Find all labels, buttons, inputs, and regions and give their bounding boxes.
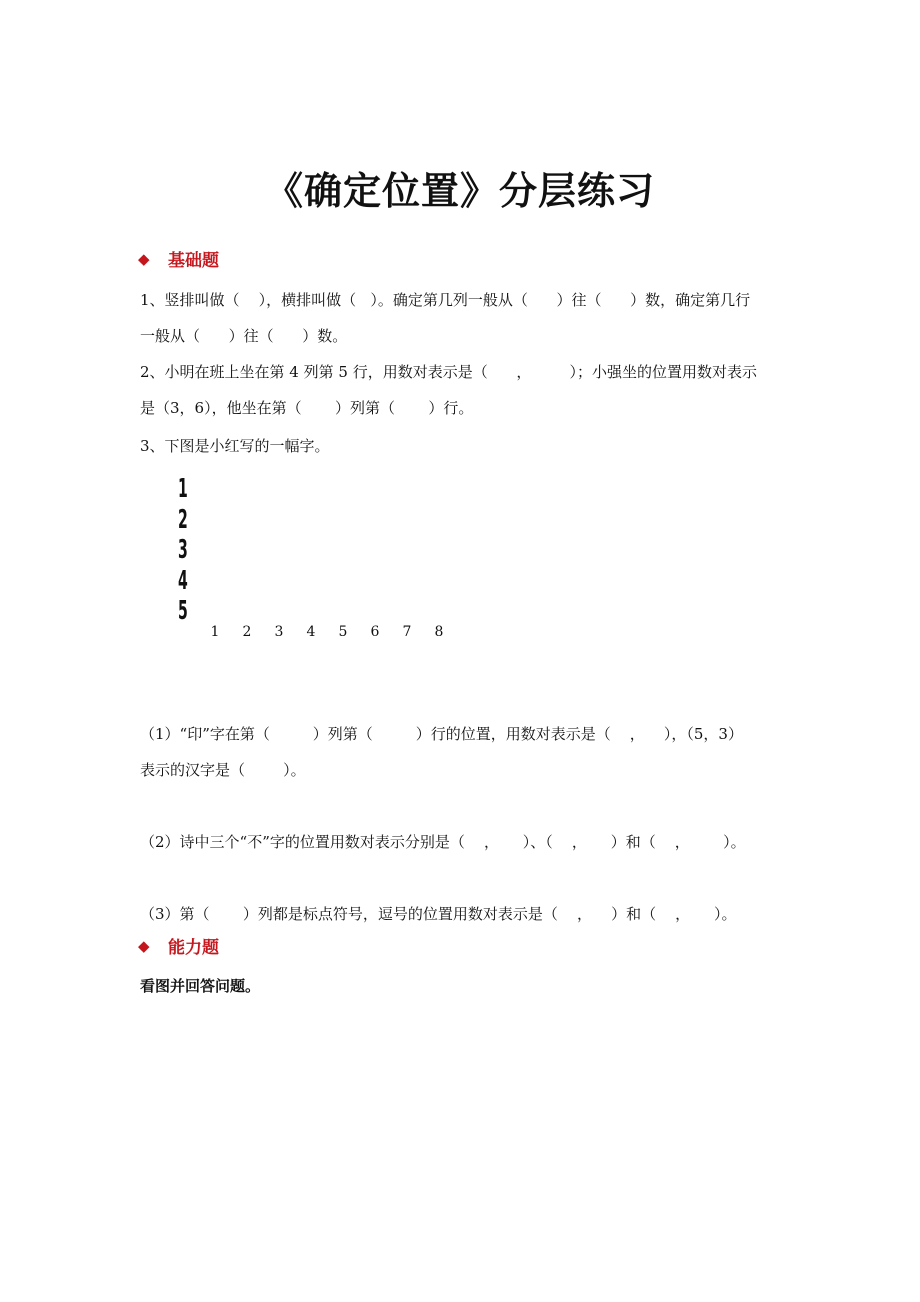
page-title: 《确定位置》分层练习 bbox=[264, 169, 655, 213]
question-3-intro: 3、下图是小红写的一幅字。 bbox=[140, 437, 330, 455]
section-ability-label: 能力题 bbox=[168, 938, 219, 958]
column-number: 3 bbox=[274, 624, 284, 640]
ability-prompt: 看图并回答问题。 bbox=[140, 977, 261, 995]
diamond-bullet-icon: ◆ bbox=[138, 249, 150, 268]
column-number: 7 bbox=[402, 624, 412, 640]
section-ability-heading bbox=[138, 933, 219, 958]
row-number: 5 bbox=[178, 596, 188, 626]
sub-question-3: （3）第（ ）列都是标点符号，逗号的位置用数对表示是（ ， ）和（ ， ）。 bbox=[140, 905, 737, 923]
question-2-line-1: 2、小明在班上坐在第 4 列第 5 行，用数对表示是（ ， ）；小强坐的位置用数对表示 bbox=[140, 363, 757, 381]
column-number: 6 bbox=[370, 624, 380, 640]
sub-question-1-line-2: 表示的汉字是（ ）。 bbox=[140, 761, 306, 779]
figure-row-numbers bbox=[178, 474, 194, 627]
column-number: 2 bbox=[242, 624, 252, 640]
diamond-bullet-icon: ◆ bbox=[138, 936, 150, 955]
row-number: 1 bbox=[178, 474, 188, 504]
column-number: 4 bbox=[306, 624, 316, 640]
sub-question-2: （2）诗中三个“不”字的位置用数对表示分别是（ ， ）、（ ， ）和（ ， ）。 bbox=[140, 833, 746, 851]
section-basic-heading bbox=[138, 246, 219, 271]
question-2-line-2: 是（3，6），他坐在第（ ）列第（ ）行。 bbox=[140, 399, 474, 417]
row-number: 4 bbox=[178, 565, 188, 596]
row-number: 3 bbox=[178, 535, 188, 565]
question-1-line-1: 1、竖排叫做（ ），横排叫做（ ）。确定第几列一般从（ ）往（ ）数，确定第几行 bbox=[140, 291, 751, 309]
section-basic-label: 基础题 bbox=[168, 251, 219, 271]
column-number: 8 bbox=[434, 624, 444, 640]
question-1-line-2: 一般从（ ）往（ ）数。 bbox=[140, 327, 348, 345]
sub-question-1-line-1: （1）“印”字在第（ ）列第（ ）行的位置，用数对表示是（ ， ），（5，3） bbox=[140, 725, 743, 743]
column-number: 1 bbox=[210, 624, 220, 640]
column-number: 5 bbox=[338, 624, 348, 640]
row-number: 2 bbox=[178, 504, 188, 535]
